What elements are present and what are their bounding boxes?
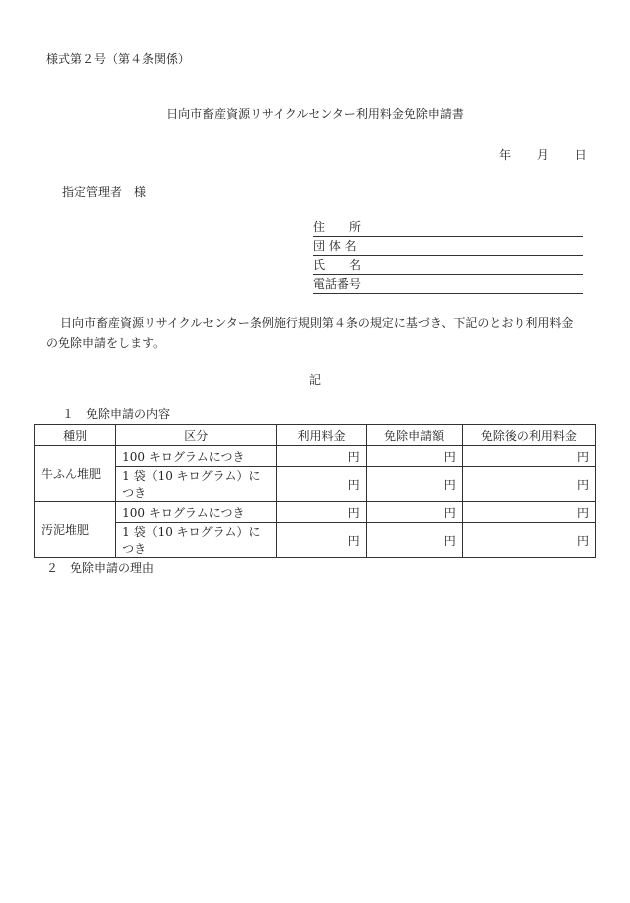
fee-after-cell[interactable]: 円 [462,523,595,558]
section-2-heading: ２ 免除申請の理由 [46,561,155,575]
organization-field[interactable] [313,237,583,256]
date-year-label: 年 [499,148,512,162]
table-row [35,446,596,467]
table-row [35,523,596,558]
address-field[interactable] [313,218,583,237]
fee-after-cell[interactable]: 円 [462,467,595,502]
fee-cell[interactable]: 円 [277,446,366,467]
fee-cell[interactable]: 円 [277,502,366,523]
exemption-amount-cell[interactable]: 円 [366,467,462,502]
phone-label: 電話番号 [313,277,362,291]
ki-heading: 記 [308,373,321,387]
type-cell: 牛ふん堆肥 [35,446,116,502]
category-cell: 1 袋（10 キログラム）につき [116,523,277,558]
header-type: 種別 [35,425,116,446]
header-exemption-amount: 免除申請額 [366,425,462,446]
fee-cell[interactable]: 円 [277,523,366,558]
date-day-label: 日 [574,148,587,162]
form-number: 様式第２号（第４条関係） [46,52,191,66]
exemption-amount-cell[interactable]: 円 [366,502,462,523]
header-fee: 利用料金 [277,425,366,446]
header-fee-after-exemption: 免除後の利用料金 [462,425,595,446]
fee-after-cell[interactable]: 円 [462,502,595,523]
applicant-info-block [313,218,583,294]
category-cell: 100 キログラムにつき [116,502,277,523]
name-field[interactable] [313,256,583,275]
section-1-heading: １ 免除申請の内容 [62,407,171,421]
category-cell: 100 キログラムにつき [116,446,277,467]
table-row [35,467,596,502]
table-header-row [35,425,596,446]
table-row [35,502,596,523]
header-category: 区分 [116,425,277,446]
exemption-amount-cell[interactable]: 円 [366,523,462,558]
fee-after-cell[interactable]: 円 [462,446,595,467]
exemption-table [34,424,596,558]
date-row [499,146,587,163]
fee-cell[interactable]: 円 [277,467,366,502]
application-statement: 日向市畜産資源リサイクルセンター条例施行規則第４条の規定に基づき、下記のとおり利用料金の免除申請をします。 [46,316,574,350]
type-cell: 汚泥堆肥 [35,502,116,558]
category-cell: 1 袋（10 キログラム）につき [116,467,277,502]
document-title: 日向市畜産資源リサイクルセンター利用料金免除申請書 [166,107,464,121]
name-label: 氏 名 [313,258,362,272]
date-month-label: 月 [536,148,549,162]
address-label: 住 所 [313,220,362,234]
organization-label: 団 体 名 [313,239,357,253]
exemption-amount-cell[interactable]: 円 [366,446,462,467]
addressee: 指定管理者 様 [62,185,147,199]
phone-field[interactable] [313,275,583,294]
